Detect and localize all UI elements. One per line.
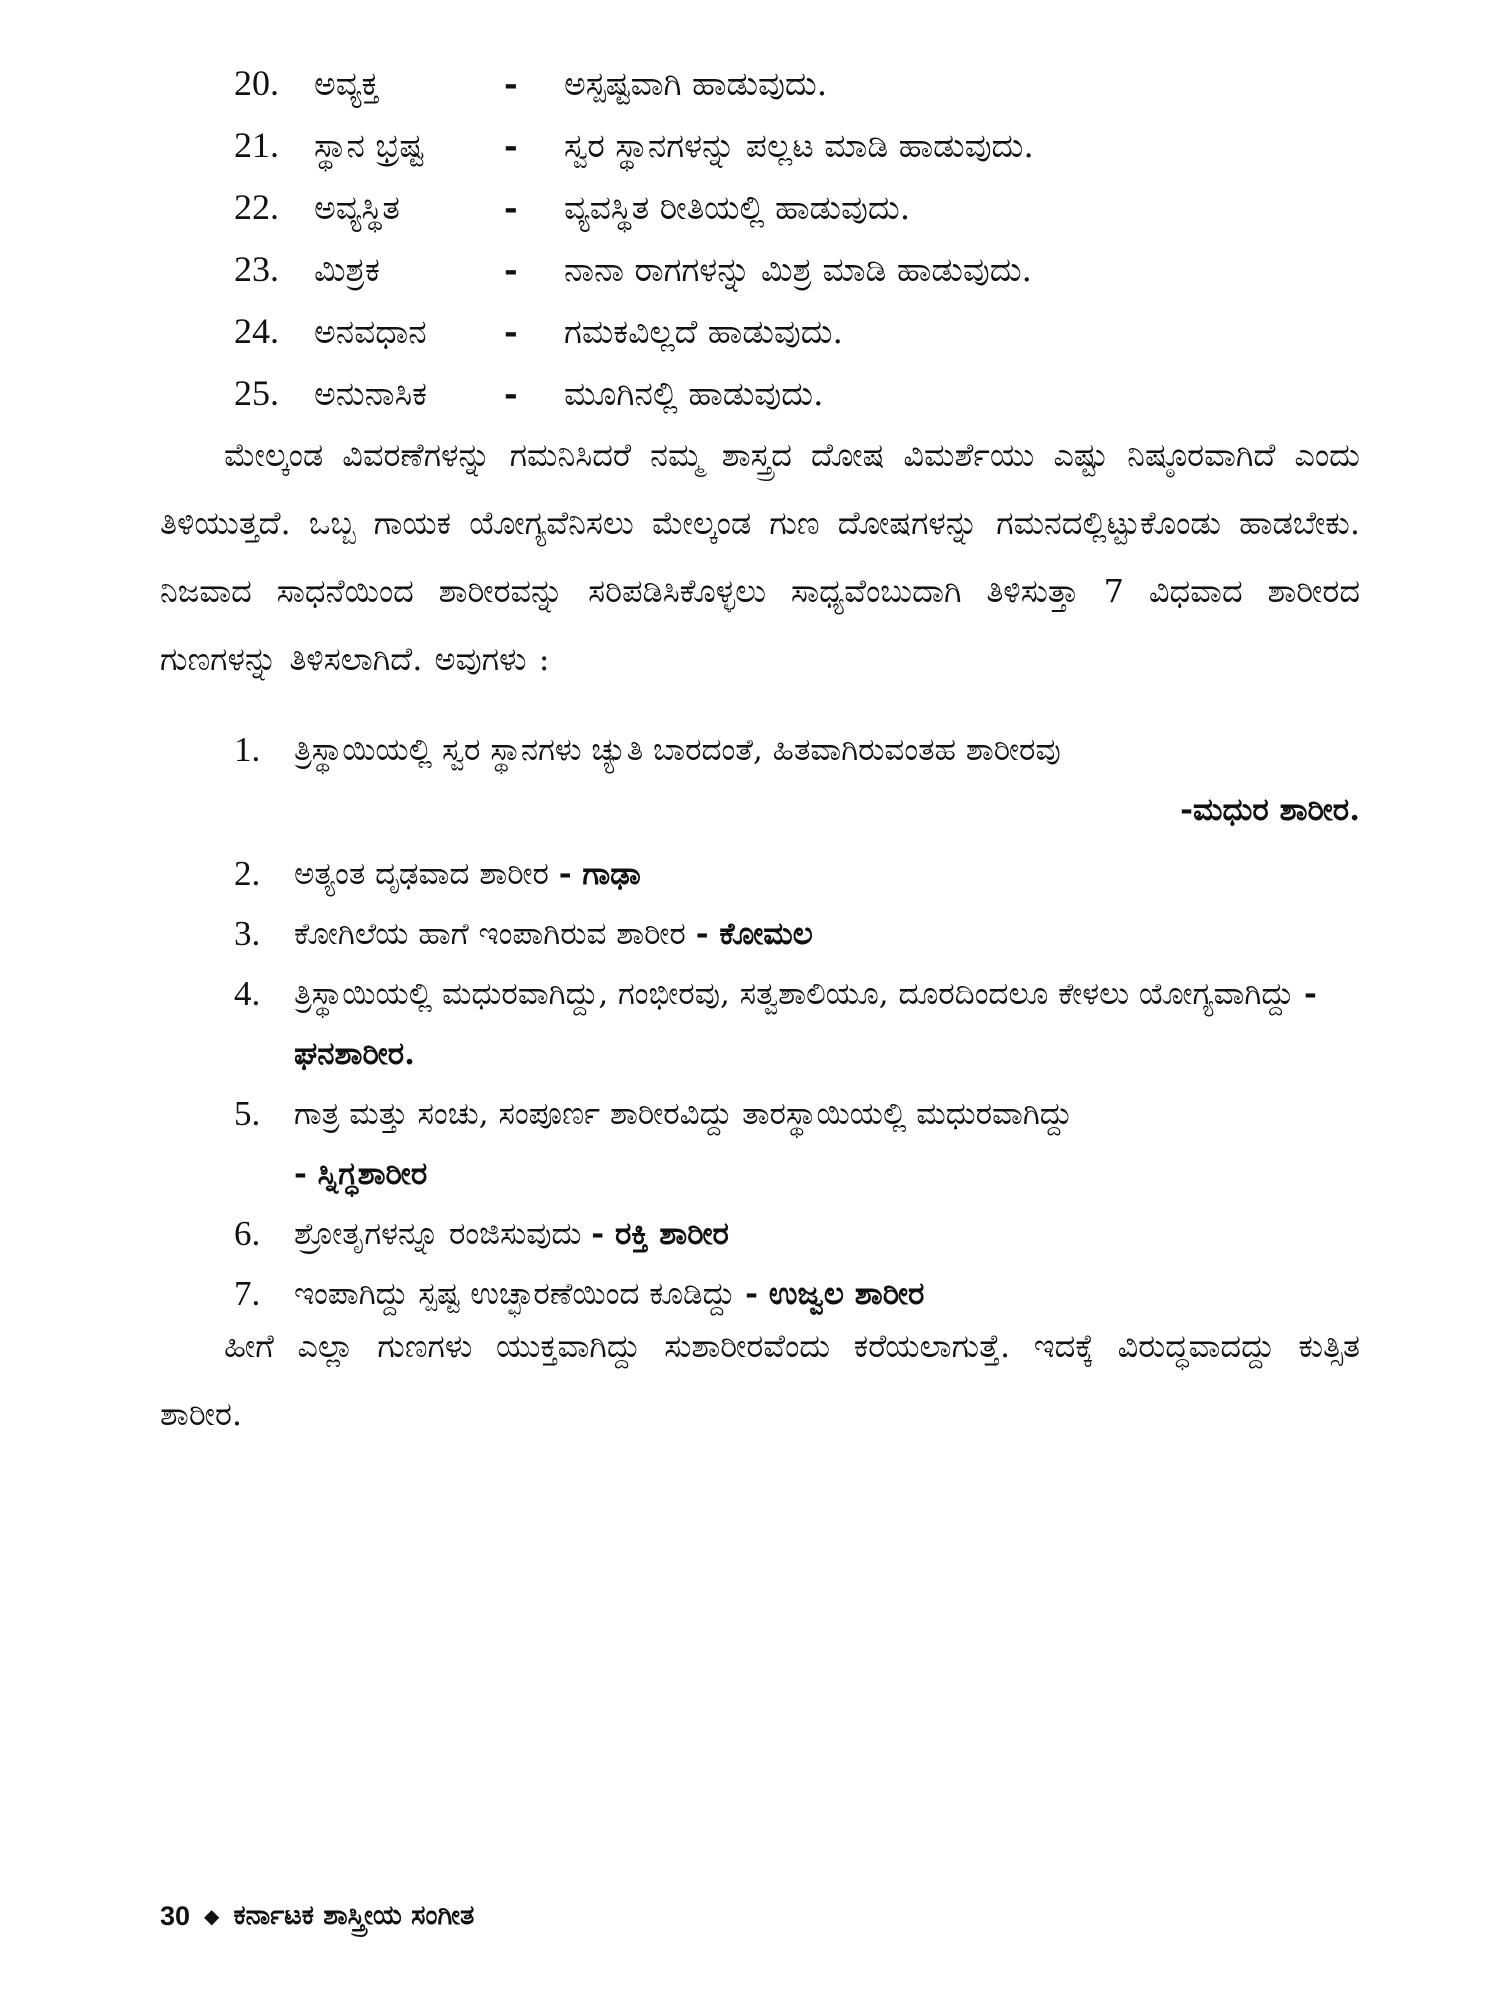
definition-term: ಅನವಧಾನ <box>314 312 427 351</box>
quality-number: 2. <box>234 854 261 893</box>
quality-item <box>234 1084 1360 1204</box>
definition-description: ಅಸ್ಪಷ್ಟವಾಗಿ ಹಾಡುವುದು. <box>564 64 828 103</box>
definition-description: ನಾನಾ ರಾಗಗಳನ್ನು ಮಿಶ್ರ ಮಾಡಿ ಹಾಡುವುದು. <box>564 250 1033 289</box>
definition-list <box>234 62 1364 434</box>
definition-term: ಅವ್ಯಸ್ಥಿತ <box>314 188 400 227</box>
quality-number: 6. <box>234 1214 261 1253</box>
definition-number: 25. <box>234 373 279 413</box>
quality-result: -ಮಧುರ ಶಾರೀರ. <box>1180 792 1360 828</box>
quality-item <box>234 964 1360 1084</box>
definition-term: ಅವ್ಯಕ್ತ <box>314 64 380 103</box>
quality-number: 5. <box>234 1094 261 1133</box>
definition-number: 22. <box>234 187 279 227</box>
definition-row <box>234 186 1364 248</box>
quality-item <box>234 904 1360 964</box>
definition-term: ಅನುನಾಸಿಕ <box>314 374 427 413</box>
definition-dash: - <box>504 64 518 103</box>
quality-text: ಗಾತ್ರ ಮತ್ತು ಸಂಚು, ಸಂಪೂರ್ಣ ಶಾರೀರವಿದ್ದು ತಾರಸ್ಥಾಯಿಯಲ್ಲಿ ಮಧುರವಾಗಿದ್ದು <box>294 1096 1073 1132</box>
quality-result: - ಉಜ್ವಲ ಶಾರೀರ <box>745 1276 925 1312</box>
quality-text: ಕೋಗಿಲೆಯ ಹಾಗೆ ಇಂಪಾಗಿರುವ ಶಾರೀರ <box>294 916 696 952</box>
conclusion-paragraph <box>160 1312 1360 1448</box>
quality-item <box>234 1204 1360 1264</box>
definition-dash: - <box>504 312 518 351</box>
definition-number: 21. <box>234 125 279 165</box>
definition-term: ಸ್ಥಾನ ಭ್ರಷ್ಟ <box>314 126 425 165</box>
definition-dash: - <box>504 374 518 413</box>
intro-paragraph <box>160 421 1360 693</box>
definition-dash: - <box>504 126 518 165</box>
definition-term: ಮಿಶ್ರಕ <box>314 250 380 289</box>
quality-text: ತ್ರಿಸ್ಥಾಯಿಯಲ್ಲಿ ಸ್ವರ ಸ್ಥಾನಗಳು ಚ್ಯುತಿ ಬಾರದಂತೆ, ಹಿತವಾಗಿರುವಂತಹ ಶಾರೀರವು <box>294 732 1061 768</box>
quality-item <box>234 844 1360 904</box>
definition-dash: - <box>504 188 518 227</box>
quality-result: - ಕೋಮಲ <box>695 916 813 952</box>
definition-number: 23. <box>234 249 279 289</box>
definition-description: ಮೂಗಿನಲ್ಲಿ ಹಾಡುವುದು. <box>564 374 824 413</box>
quality-number: 1. <box>234 730 261 769</box>
quality-text: ಇಂಪಾಗಿದ್ದು ಸ್ಪಷ್ಟ ಉಚ್ಛಾರಣೆಯಿಂದ ಕೂಡಿದ್ದು <box>294 1276 746 1312</box>
quality-body <box>294 1084 1360 1204</box>
quality-number: 7. <box>234 1274 261 1313</box>
quality-result: - ಘನಶಾರೀರ. <box>294 976 1317 1072</box>
quality-result: - ಗಾಢಾ <box>558 856 641 892</box>
diamond-separator-icon: ◆ <box>204 1904 220 1928</box>
definition-row <box>234 124 1364 186</box>
definition-description: ಗಮಕವಿಲ್ಲದೆ ಹಾಡುವುದು. <box>564 312 844 351</box>
quality-body <box>294 964 1360 1084</box>
definition-row <box>234 310 1364 372</box>
quality-item <box>234 720 1360 840</box>
quality-body <box>294 904 1360 964</box>
conclusion-paragraph-text: ಹೀಗೆ ಎಲ್ಲಾ ಗುಣಗಳು ಯುಕ್ತವಾಗಿದ್ದು ಸುಶಾರೀರವೆಂದು ಕರೆಯಲಾಗುತ್ತೆ. ಇದಕ್ಕೆ ವಿರುದ್ಧವಾದದ್ದು ಕುತ್ಸಿತ ಶಾರೀರ. <box>160 1327 1360 1433</box>
quality-body <box>294 844 1360 904</box>
quality-body <box>294 720 1360 840</box>
quality-number: 4. <box>234 974 261 1013</box>
quality-number: 3. <box>234 914 261 953</box>
quality-text: ತ್ರಿಸ್ಥಾಯಿಯಲ್ಲಿ ಮಧುರವಾಗಿದ್ದು, ಗಂಭೀರವು, ಸತ್ವಶಾಲಿಯೂ, ದೂರದಿಂದಲೂ ಕೇಳಲು ಯೋಗ್ಯವಾಗಿದ್ದು <box>294 976 1304 1012</box>
definition-dash: - <box>504 250 518 289</box>
intro-paragraph-text: ಮೇಲ್ಕಂಡ ವಿವರಣೆಗಳನ್ನು ಗಮನಿಸಿದರೆ ನಮ್ಮ ಶಾಸ್ತ್ರದ ದೋಷ ವಿಮರ್ಶೆಯು ಎಷ್ಟು ನಿಷ್ಠೂರವಾಗಿದೆ ಎಂದು ತಿಳಿಯುತ್ತದೆ. ಒಬ್ಬ ಗಾಯಕ ಯೋಗ್ಯವೆನಿಸಲು ಮೇಲ್ಕಂಡ ಗುಣ ದೋಷಗಳನ್ನು ಗಮನದಲ್ಲಿಟ್ಟುಕೊಂಡು ಹಾಡಬೇಕು. ನಿಜವಾದ ಸಾಧನೆಯಿಂದ ಶಾರೀರವನ್ನು ಸರಿಪಡಿಸಿಕೊಳ್ಳಲು ಸಾಧ್ಯವೆಂಬುದಾಗಿ ತಿಳಿಸುತ್ತಾ 7 ವಿಧವಾದ ಶಾರೀರದ ಗುಣಗಳನ್ನು ತಿಳಿಸಲಾಗಿದೆ. ಅವುಗಳು : <box>160 436 1360 678</box>
page-number: 30 <box>160 1900 191 1931</box>
quality-text: ಅತ್ಯಂತ ದೃಢವಾದ ಶಾರೀರ <box>294 856 559 892</box>
voice-quality-list <box>234 720 1360 1324</box>
quality-result: - ರಕ್ತಿ ಶಾರೀರ <box>591 1216 729 1252</box>
quality-body <box>294 1204 1360 1264</box>
definition-row <box>234 248 1364 310</box>
quality-text: ಶ್ರೋತೃಗಳನ್ನೂ ರಂಜಿಸುವುದು <box>294 1216 592 1252</box>
definition-number: 20. <box>234 63 279 103</box>
definition-description: ವ್ಯವಸ್ಥಿತ ರೀತಿಯಲ್ಲಿ ಹಾಡುವುದು. <box>564 188 911 227</box>
book-title: ಕರ್ನಾಟಕ ಶಾಸ್ತ್ರೀಯ ಸಂಗೀತ <box>233 1900 475 1931</box>
definition-number: 24. <box>234 311 279 351</box>
page-footer <box>160 1900 474 1932</box>
quality-result: - ಸ್ನಿಗ್ಧಶಾರೀರ <box>294 1156 428 1192</box>
definition-description: ಸ್ವರ ಸ್ಥಾನಗಳನ್ನು ಪಲ್ಲಟ ಮಾಡಿ ಹಾಡುವುದು. <box>564 126 1034 165</box>
definition-row <box>234 62 1364 124</box>
